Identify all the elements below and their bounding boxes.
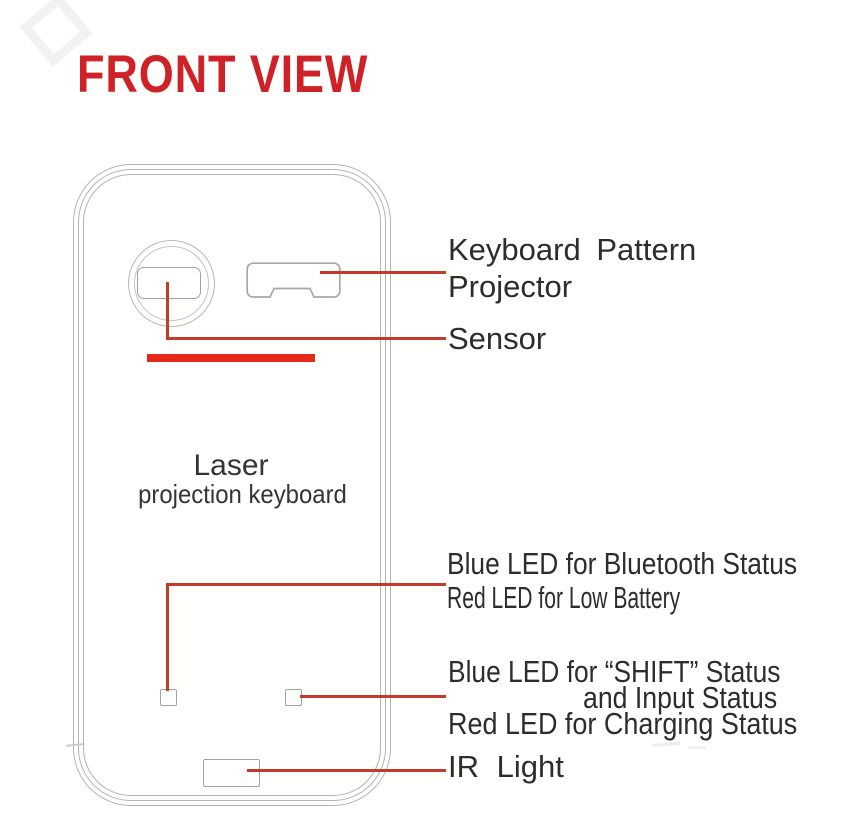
connector-line-sensor-vertical <box>166 282 169 340</box>
connector-line-led-left <box>166 583 446 586</box>
connector-line-led-right <box>300 695 446 698</box>
label-led-left-line2: Red LED for Low Battery <box>447 580 681 615</box>
label-led-right-line2: and Input Status <box>583 680 778 715</box>
device-name-line1: Laser <box>193 449 269 482</box>
label-ir-light: IR Light <box>448 749 564 784</box>
connector-line-sensor <box>166 337 446 340</box>
connector-line-led-left-vertical <box>166 583 169 691</box>
status-led-left <box>160 689 177 706</box>
laser-aperture-bar <box>147 354 315 362</box>
label-projector-line2: Projector <box>448 269 573 304</box>
ir-light-window <box>203 759 260 787</box>
label-led-left-line1: Blue LED for Bluetooth Status <box>447 546 798 581</box>
label-led-right-line1: Blue LED for “SHIFT” Status <box>448 654 781 689</box>
label-projector-line1: Keyboard Pattern <box>448 232 697 267</box>
watermark-fragment <box>688 746 706 749</box>
connector-line-projector <box>320 271 446 274</box>
sensor-window <box>137 267 201 299</box>
device-name-line2: projection keyboard <box>138 479 347 509</box>
watermark-fragment <box>652 742 680 747</box>
label-sensor: Sensor <box>448 321 547 356</box>
label-led-right-line3: Red LED for Charging Status <box>448 706 798 741</box>
connector-line-ir <box>247 769 446 772</box>
projector-window <box>246 262 341 299</box>
page-title: FRONT VIEW <box>77 45 369 104</box>
